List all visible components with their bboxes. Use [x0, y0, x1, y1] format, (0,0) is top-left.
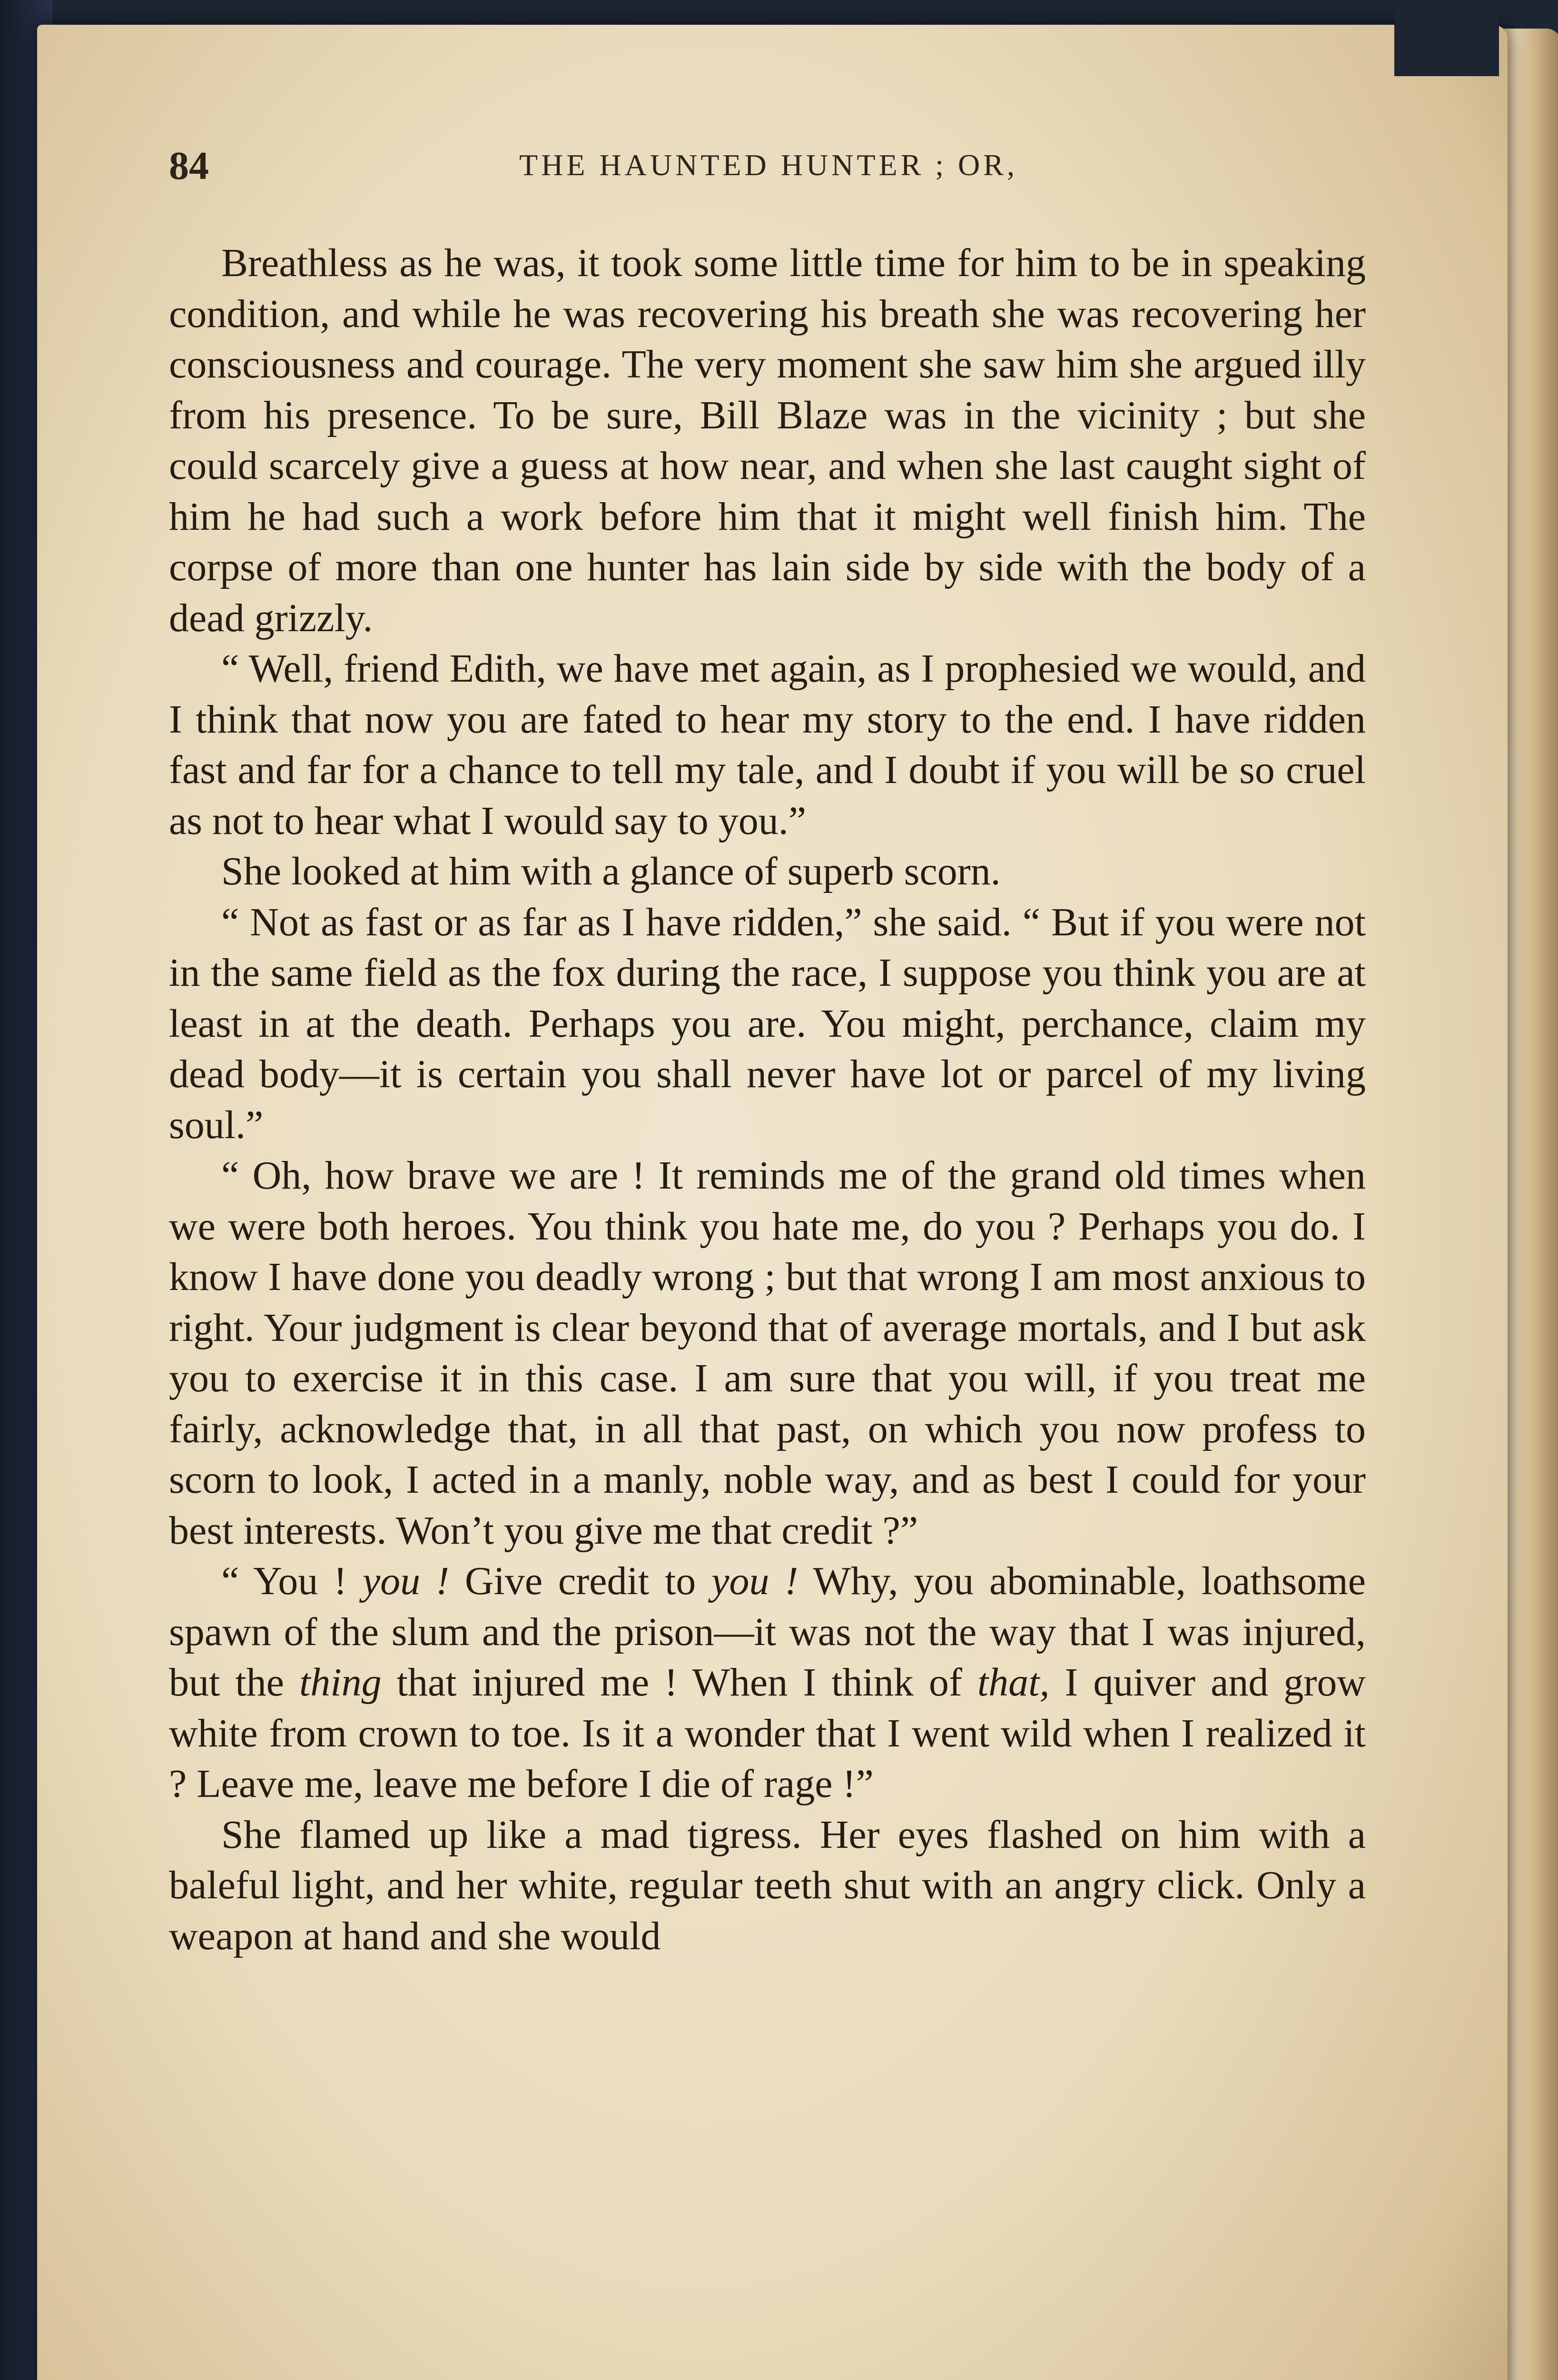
- page-number: 84: [169, 144, 209, 188]
- italic-text: you !: [362, 1559, 449, 1603]
- text-run: that injured me ! When I think of: [381, 1660, 977, 1705]
- italic-text: thing: [299, 1660, 382, 1705]
- book-spine-gap: [1394, 0, 1499, 76]
- italic-text: you !: [711, 1559, 799, 1603]
- paragraph: “ Well, friend Edith, we have met again, as I prophesied we would, and I think that now you are fated to hear my story to the end. I have ridden fast and far for a chance to tell my tale, and I doubt if you will be so cruel as not to hear what I would say to you.”: [169, 646, 1366, 843]
- running-title: THE HAUNTED HUNTER ; OR,: [519, 148, 1018, 182]
- text-run: “ You !: [221, 1559, 363, 1603]
- paragraph: [169, 1556, 1366, 1810]
- text-run: Why, you abominable, loathsome spawn of the slum and the prison—it was not the way that I was injured, but the: [169, 1559, 1366, 1705]
- paragraph: She looked at him with a glance of superb scorn.: [221, 849, 1001, 893]
- paragraph: She flamed up like a mad tigress. Her eyes flashed on him with a baleful light, and her white, regular teeth shut with an angry click. Only a weapon at hand and she would: [169, 1812, 1366, 1958]
- text-run: I quiver and grow white from crown to toe. Is it a wonder that I went wild when I realized it ? Leave me, leave me before I die of rage !”: [169, 1660, 1366, 1806]
- body-text: [169, 238, 1366, 1962]
- italic-text: that,: [977, 1660, 1050, 1705]
- paragraph: “ Oh, how brave we are ! It reminds me of the grand old times when we were both heroes. You think you hate me, do you ? Perhaps you do. I know I have done you deadly wrong ; but that wrong I am most anxious to right. Your judgment is clear beyond that of average mortals, and I but ask you to exercise it in this case. I am sure that you will, if you treat me fairly, acknowledge that, in all that past, on which you now profess to scorn to look, I acted in a manly, noble way, and as best I could for your best interests. Won’t you give me that credit ?”: [169, 1153, 1366, 1553]
- paragraph: Breathless as he was, it took some little time for him to be in speaking condition, and while he was recovering his breath she was recovering her consciousness and courage. The very moment she saw him she argued illy from his presence. To be sure, Bill Blaze was in the vicinity ; but she could scarcely give a guess at how near, and when she last caught sight of him he had such a work before him that it might well finish him. The corpse of more than one hunter has lain side by side with the body of a dead grizzly.: [169, 241, 1366, 640]
- paragraph: “ Not as fast or as far as I have ridden,” she said. “ But if you were not in the same field as the fox during the race, I suppose you think you are at least in at the death. Perhaps you are. You might, perchance, claim my dead body—it is certain you shall never have lot or parcel of my living soul.”: [169, 900, 1366, 1147]
- text-run: Give credit to: [449, 1559, 712, 1603]
